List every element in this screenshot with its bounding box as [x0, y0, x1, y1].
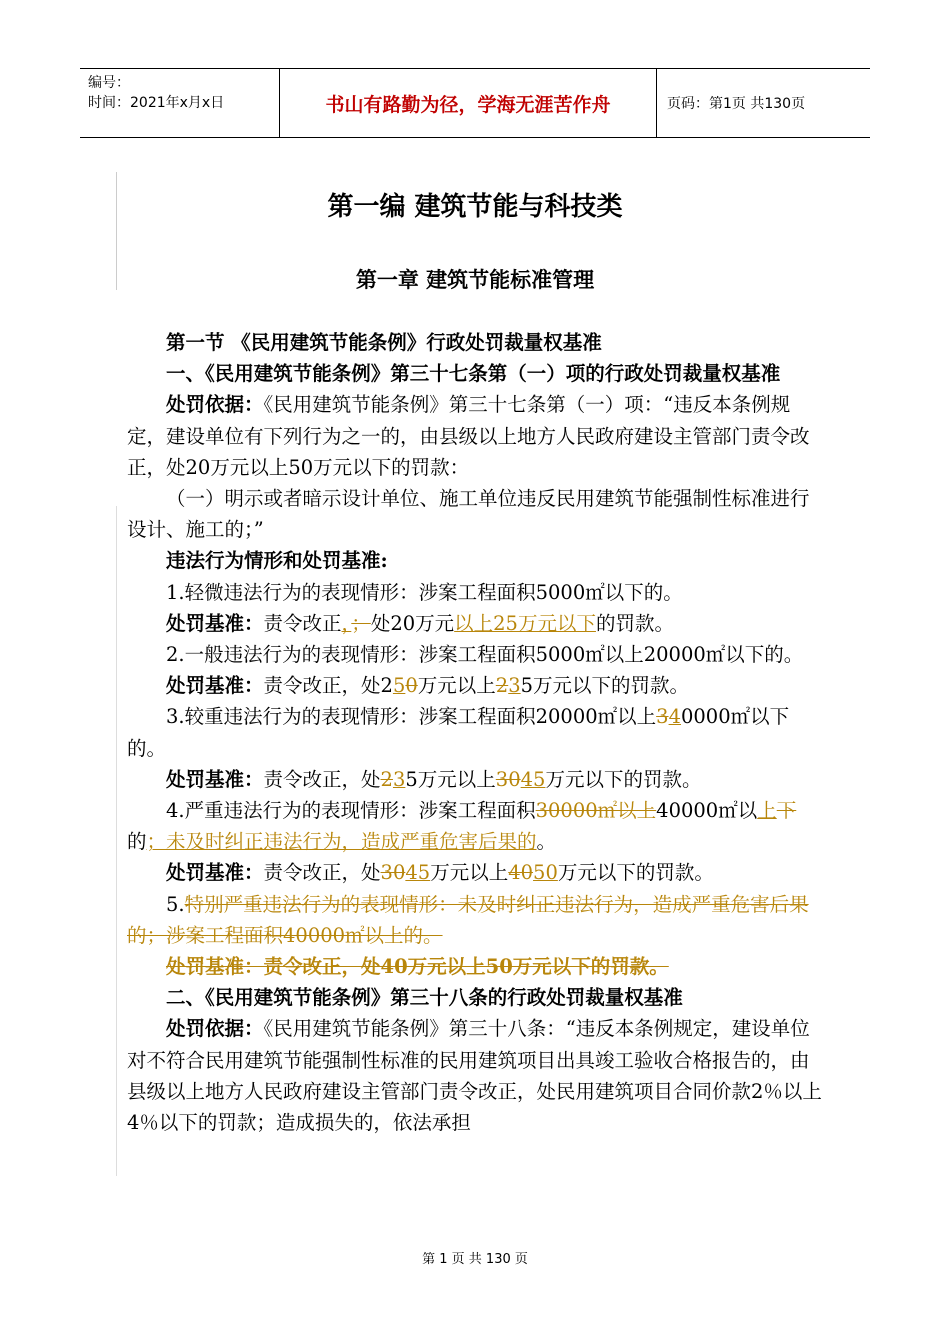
deletion: 特别严重违法行为的表现情形：未及时纠正违法行为，造成严重危害后果的；涉案工程面积40000㎡以上的。: [127, 892, 809, 947]
deletion: 30: [380, 861, 406, 885]
text: 3.较重违法行为的表现情形：涉案工程面积20000㎡以上: [166, 705, 657, 729]
insertion: ；未及时纠正违法行为，造成严重危害后果的: [146, 830, 537, 854]
case-3: [127, 701, 827, 763]
insertion: 45: [520, 767, 546, 791]
case-5-deleted: [127, 889, 827, 951]
penalty-3: [127, 764, 827, 795]
penalty-2: [127, 670, 827, 701]
text: 责令改正，处: [263, 861, 381, 885]
deletion: 30000㎡以上: [535, 799, 657, 823]
page-header: [80, 68, 870, 138]
text: 40000㎡以: [656, 799, 758, 823]
deletion: 下: [776, 799, 797, 823]
header-meta: [80, 69, 280, 137]
deletion: 2: [495, 674, 509, 698]
criteria-heading: 违法行为情形和处罚基准:: [166, 549, 388, 573]
insertion: 4: [668, 705, 681, 729]
text: 的罚款。: [595, 611, 674, 635]
margin-line: [116, 506, 117, 1176]
article38-basis: [127, 1013, 827, 1138]
deletion: 0: [405, 674, 418, 698]
basis-text: 《民用建筑节能条例》第三十七条第（一）项：“违反本条例规定，建设单位有下列行为之一的，由县级以上地方人民政府建设主管部门责令改正，处20万元以上50万元以下的罚款：: [127, 393, 810, 479]
deletion: 2: [380, 767, 393, 791]
basis-label: 处罚依据：: [166, 393, 264, 417]
header-page-info: 页码：第1页 共130页: [667, 96, 806, 112]
text: 万元以上: [430, 861, 509, 885]
text: 责令改正，处2: [263, 674, 393, 698]
case-1: 1.轻微违法行为的表现情形：涉案工程面积5000㎡以下的。: [166, 580, 683, 604]
basis-text: 《民用建筑节能条例》第三十八条：“违反本条例规定，建设单位对不符合民用建筑节能强制性标准的民用建筑项目出具竣工验收合格报告的，由县级以上地方人民政府建设主管部门责令改正，处民用建筑项目合同价款2％以上4％以下的罚款；造成损失的，依法承担: [127, 1017, 822, 1135]
text: 责令改正: [263, 611, 342, 635]
deletion: 3: [656, 705, 669, 729]
text: 5万元以下的罚款。: [520, 674, 690, 698]
penalty-1: [127, 608, 827, 639]
text: 5.: [166, 892, 185, 916]
text: 5万元以上: [405, 767, 496, 791]
part-title: 第一编 建筑节能与科技类: [327, 192, 623, 222]
text: 处20万元: [370, 611, 455, 635]
text: 。: [536, 830, 557, 854]
header-motto: 书山有路勤为径，学海无涯苦作舟: [280, 69, 657, 137]
section-title: 第一节 《民用建筑节能条例》行政处罚裁量权基准: [166, 331, 602, 354]
penalty-label: 处罚基准：: [166, 674, 264, 698]
article37-item1: （一）明示或者暗示设计单位、施工单位违反民用建筑节能强制性标准进行设计、施工的；”: [127, 487, 810, 542]
deletion: 30: [495, 767, 521, 791]
insertion: 上: [757, 799, 777, 823]
article37-heading: 一、《民用建筑节能条例》第三十七条第（一）项的行政处罚裁量权基准: [166, 362, 781, 386]
insertion: 5: [392, 674, 406, 698]
article38-heading: 二、《民用建筑节能条例》第三十八条的行政处罚裁量权基准: [166, 986, 683, 1010]
penalty-5-deleted: [127, 951, 827, 982]
insertion: 3: [508, 674, 521, 698]
deletion: 处罚基准：责令改正，处40万元以上50万元以下的罚款。: [166, 955, 669, 979]
page-footer: 第 1 页 共 130 页: [422, 1252, 528, 1267]
text: 4.严重违法行为的表现情形：涉案工程面积: [166, 799, 536, 823]
deletion: 40: [508, 861, 534, 885]
deletion: ；: [351, 611, 371, 635]
text: 0000㎡以下的。: [127, 705, 790, 760]
penalty-label: 处罚基准：: [166, 861, 264, 885]
doc-number-label: 编号：: [88, 75, 130, 91]
doc-time: 时间：2021年x月x日: [88, 95, 225, 111]
insertion: 50: [533, 861, 558, 885]
text: 万元以上: [417, 674, 496, 698]
case-2: 2.一般违法行为的表现情形：涉案工程面积5000㎡以上20000㎡以下的。: [166, 643, 804, 667]
penalty-label: 处罚基准：: [166, 611, 264, 635]
insertion: 以上25万元以下: [454, 611, 596, 635]
penalty-4: [127, 857, 827, 888]
text: 万元以下的罚款。: [557, 861, 714, 885]
document-body: [127, 327, 827, 1138]
text: 万元以下的罚款。: [545, 767, 702, 791]
chapter-title: 第一章 建筑节能标准管理: [355, 268, 595, 292]
basis-label: 处罚依据：: [166, 1017, 264, 1041]
penalty-label: 处罚基准：: [166, 767, 264, 791]
insertion: 45: [405, 861, 431, 885]
text: 的: [127, 830, 147, 854]
insertion: 3: [392, 767, 406, 791]
text: 责令改正，处: [263, 767, 381, 791]
case-4: [127, 795, 827, 857]
insertion: ，: [341, 611, 352, 635]
article37-basis: [127, 389, 827, 483]
